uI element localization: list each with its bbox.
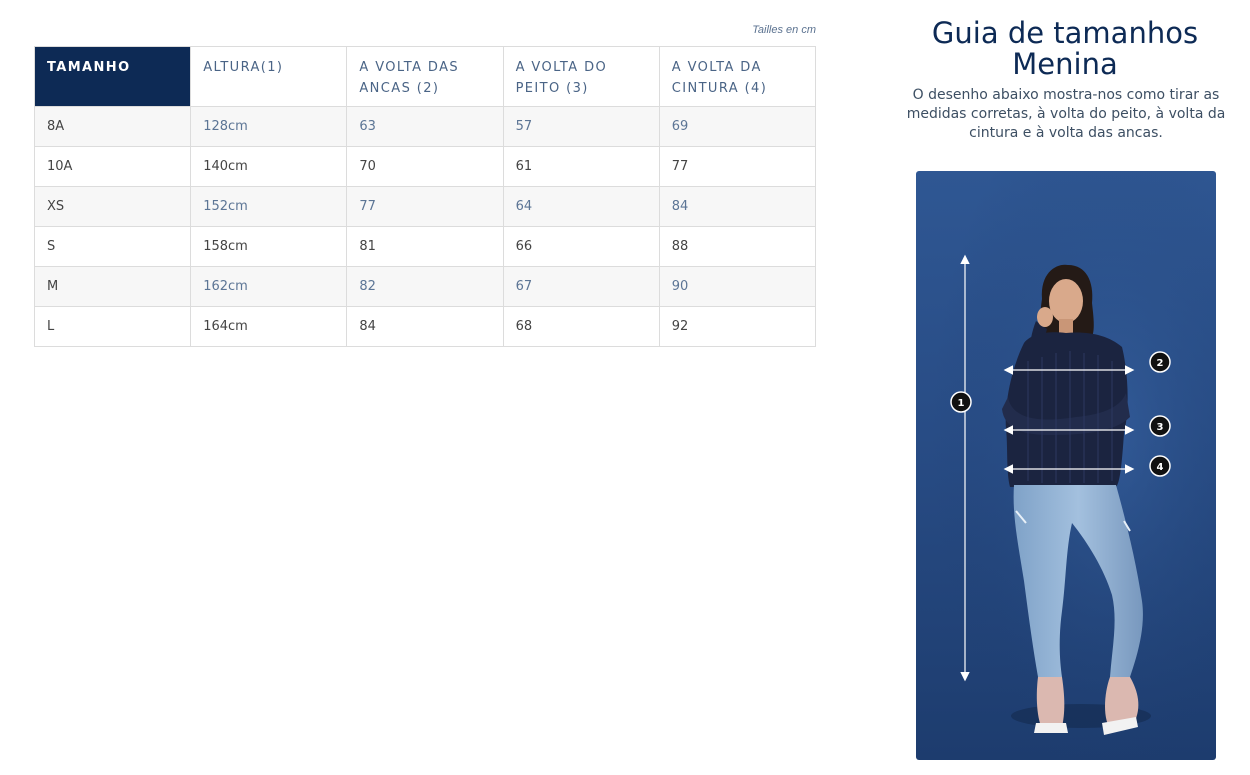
header-height: ALTURA(1) [191,47,347,107]
cell-waist: 90 [659,267,815,307]
cell-waist: 92 [659,307,815,347]
cell-waist: 84 [659,187,815,227]
cell-hips: 63 [347,107,503,147]
cell-size: XS [35,187,191,227]
cell-hips: 70 [347,147,503,187]
cell-size: L [35,307,191,347]
cell-chest: 66 [503,227,659,267]
cell-chest: 57 [503,107,659,147]
guide-title-line1: Guia de tamanhos [931,16,1199,50]
header-row [35,47,816,107]
header-hips: A VOLTA DAS ANCAS (2) [347,47,503,107]
marker-1-label: 1 [957,398,965,409]
cell-size: M [35,267,191,307]
header-waist: A VOLTA DA CINTURA (4) [659,47,815,107]
table-row [35,307,816,347]
marker-2-label: 2 [1156,358,1164,369]
measurement-illustration [916,171,1216,760]
marker-4 [1150,456,1170,476]
marker-3 [1150,416,1170,436]
cell-hips: 81 [347,227,503,267]
cell-height: 152cm [191,187,347,227]
guide-description: O desenho abaixo mostra-nos como tirar as medidas corretas, à volta do peito, à volta da cintura e à volta das ancas. [906,87,1226,141]
table-row [35,227,816,267]
cell-chest: 61 [503,147,659,187]
guide-title-line2: Menina [1012,47,1118,81]
guide-title [890,18,1240,80]
measurement-photo [916,171,1216,760]
cell-hips: 77 [347,187,503,227]
units-note: Tailles en cm [752,24,816,36]
size-table-body [35,107,816,347]
header-size: TAMANHO [35,47,191,107]
cell-height: 158cm [191,227,347,267]
cell-height: 164cm [191,307,347,347]
cell-chest: 68 [503,307,659,347]
cell-hips: 84 [347,307,503,347]
size-table [34,46,816,347]
marker-2 [1150,352,1170,372]
cell-height: 162cm [191,267,347,307]
cell-size: S [35,227,191,267]
cell-height: 128cm [191,107,347,147]
cell-size: 8A [35,107,191,147]
cell-size: 10A [35,147,191,187]
size-table-header [35,47,816,107]
table-row [35,187,816,227]
cell-waist: 77 [659,147,815,187]
marker-1 [951,392,971,412]
table-row [35,107,816,147]
cell-height: 140cm [191,147,347,187]
marker-3-label: 3 [1156,422,1164,433]
cell-waist: 69 [659,107,815,147]
header-chest: A VOLTA DO PEITO (3) [503,47,659,107]
table-row [35,147,816,187]
cell-chest: 67 [503,267,659,307]
cell-waist: 88 [659,227,815,267]
marker-4-label: 4 [1156,462,1164,473]
cell-chest: 64 [503,187,659,227]
cell-hips: 82 [347,267,503,307]
table-row [35,267,816,307]
